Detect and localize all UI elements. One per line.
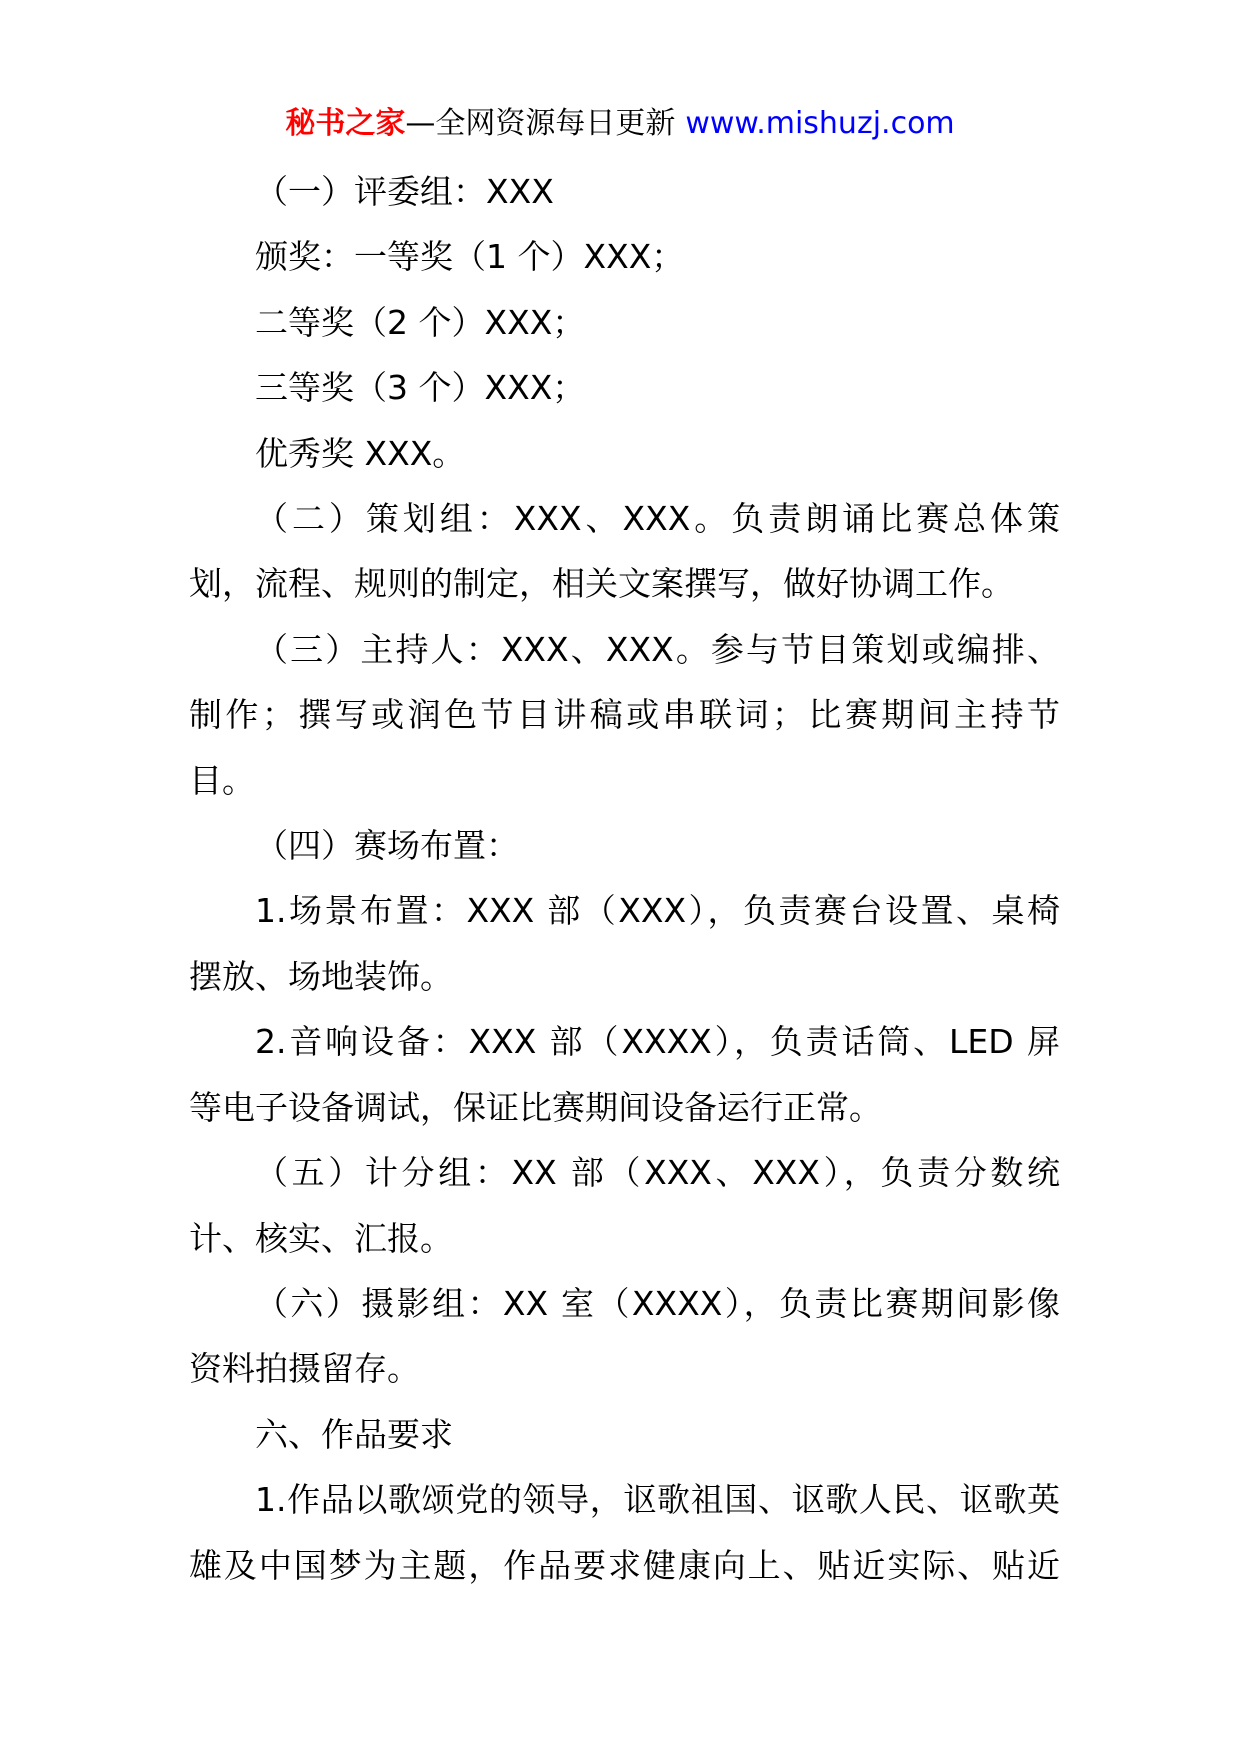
site-tagline: —全网资源每日更新: [405, 106, 676, 141]
paragraph: [189, 159, 1060, 224]
paragraph: [189, 1402, 1060, 1467]
paragraph-line: （一）评委组：XXX: [255, 172, 554, 211]
paragraph-line: （三）主持人：XXX、XXX。参与节目策划或编排、: [255, 629, 1060, 669]
paragraph-line: 雄及中国梦为主题，作品要求健康向上、贴近实际、贴近: [189, 1545, 1060, 1585]
paragraph: [189, 1467, 1060, 1598]
document-body: [189, 159, 1060, 1598]
paragraph: [189, 224, 1060, 289]
site-header: [0, 104, 1240, 144]
paragraph: [189, 290, 1060, 355]
paragraph-line: 划，流程、规则的制定，相关文案撰写，做好协调工作。: [189, 564, 1014, 604]
paragraph: [189, 1009, 1060, 1140]
site-url: www.mishuzj.com: [685, 106, 955, 141]
paragraph-line: 计、核实、汇报。: [189, 1218, 453, 1258]
paragraph-line: 二等奖（2 个）XXX；: [255, 302, 586, 342]
paragraph-line: （二）策划组：XXX、XXX。负责朗诵比赛总体策: [255, 499, 1060, 539]
paragraph-line: 颁奖：一等奖（1 个）XXX；: [255, 237, 685, 277]
paragraph: [189, 617, 1060, 813]
paragraph: [189, 1271, 1060, 1402]
paragraph-line: 目。: [189, 760, 255, 800]
paragraph-line: （五）计分组：XX 部（XXX、XXX），负责分数统: [255, 1153, 1060, 1193]
paragraph-line: 等电子设备调试，保证比赛期间设备运行正常。: [189, 1087, 882, 1127]
paragraph-line: 六、作品要求: [255, 1414, 453, 1454]
paragraph-line: 资料拍摄留存。: [189, 1349, 420, 1389]
paragraph-line: 1.场景布置：XXX 部（XXX），负责赛台设置、桌椅: [255, 891, 1060, 931]
paragraph: [189, 1140, 1060, 1271]
paragraph: [189, 486, 1060, 617]
paragraph-line: 优秀奖 XXX。: [255, 433, 466, 473]
paragraph: [189, 878, 1060, 1009]
paragraph: [189, 813, 1060, 878]
site-name: 秘书之家: [285, 106, 406, 141]
paragraph: [189, 355, 1060, 420]
paragraph-line: 摆放、场地装饰。: [189, 956, 453, 996]
paragraph: [189, 421, 1060, 486]
paragraph-line: （四）赛场布置：: [255, 826, 519, 866]
paragraph-line: 2.音响设备：XXX 部（XXXX），负责话筒、LED 屏: [255, 1022, 1060, 1062]
paragraph-line: 制作；撰写或润色节目讲稿或串联词；比赛期间主持节: [189, 695, 1060, 735]
paragraph-line: 三等奖（3 个）XXX；: [255, 368, 586, 408]
paragraph-line: 1.作品以歌颂党的领导，讴歌祖国、讴歌人民、讴歌英: [255, 1480, 1060, 1520]
paragraph-line: （六）摄影组：XX 室（XXXX），负责比赛期间影像: [255, 1283, 1060, 1323]
